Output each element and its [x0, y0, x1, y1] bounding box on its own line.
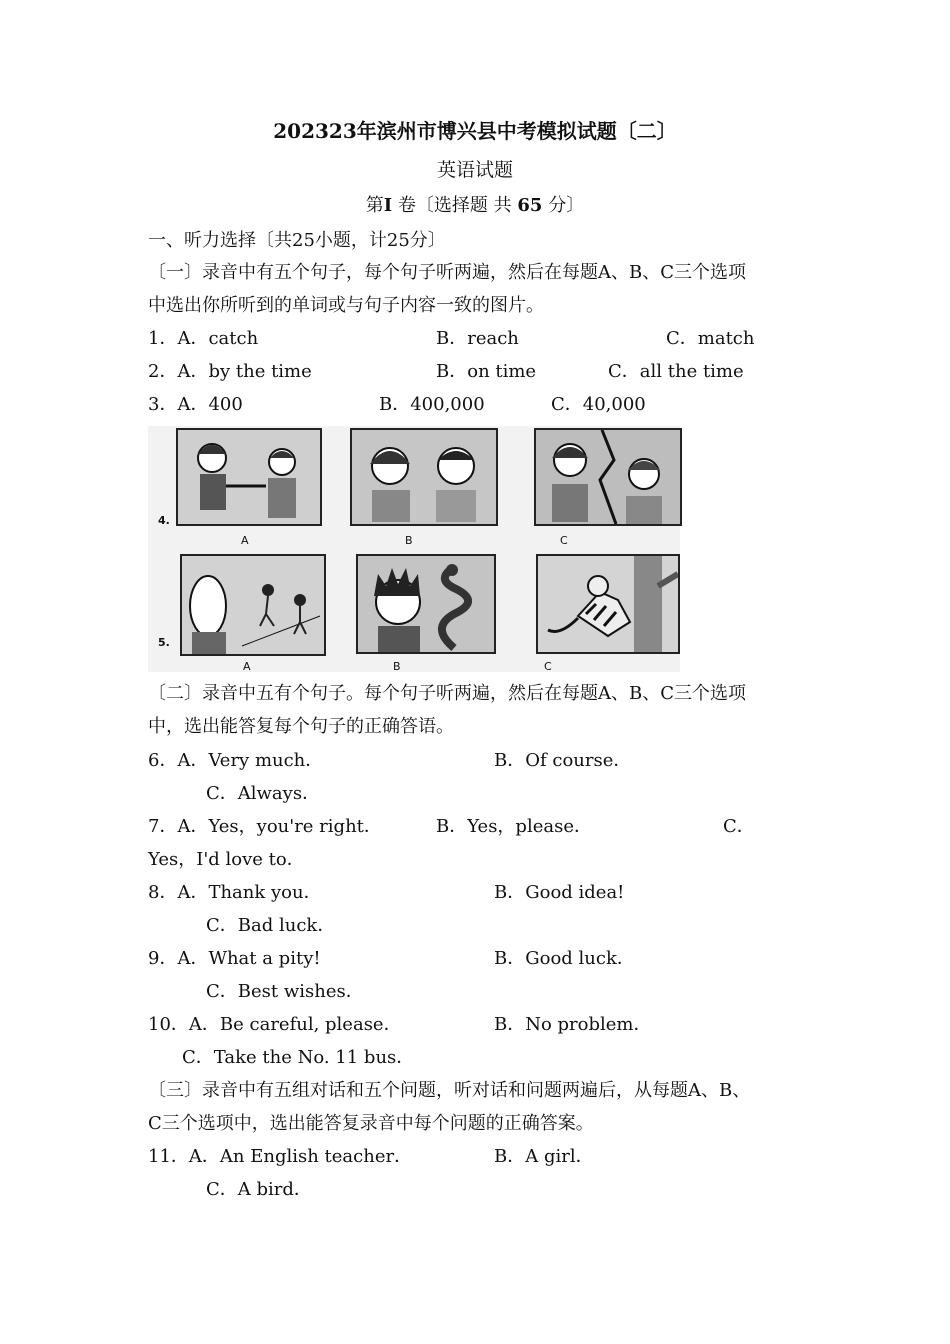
q7-option-b: B．Yes，please． — [436, 816, 592, 837]
section-heading: 一、听力选择〔共25小题，计25分〕 — [148, 230, 446, 251]
q2-option-c: C．all the time — [608, 361, 744, 382]
q9-option-c: C．Best wishes． — [206, 981, 364, 1002]
picture-4b-label: B — [405, 534, 413, 547]
phone-call-image — [536, 430, 680, 524]
picture-5b-label: B — [393, 660, 401, 673]
q8-option-c: C．Bad luck． — [206, 915, 336, 936]
row4-label: 4. — [158, 514, 170, 527]
subject-title: 英语试题 — [436, 159, 513, 181]
picture-5a — [180, 554, 326, 656]
q3-option-c: C．40,000 — [551, 394, 646, 415]
picture-5a-label: A — [243, 660, 251, 673]
q8-option-a: 8．A．Thank you． — [148, 882, 322, 903]
row5-label: 5. — [158, 636, 170, 649]
q7-option-a: 7．A．Yes，you're right． — [148, 816, 382, 837]
q3-option-a: 3．A．400 — [148, 394, 243, 415]
volume-heading: 第I 卷〔选择题 共 65 分〕 — [365, 195, 585, 216]
part2-instruction-line2: 中，选出能答复每个句子的正确答语。 — [148, 716, 454, 737]
picture-5c-label: C — [544, 660, 552, 673]
q6-option-b: B．Of course． — [494, 750, 632, 771]
q1-option-a: 1．A．catch — [148, 328, 259, 349]
q11-option-c: C．A bird． — [206, 1179, 312, 1200]
q2-option-a: 2．A．by the time — [148, 361, 312, 382]
picture-4b — [350, 428, 498, 526]
q8-option-b: B．Good idea! — [494, 882, 625, 903]
playing-football-image — [182, 556, 324, 654]
q6-option-a: 6．A．Very much． — [148, 750, 324, 771]
picture-choices — [148, 426, 680, 672]
q10-option-a: 10．A．Be careful, please． — [148, 1014, 402, 1035]
part2-instruction-line1: 〔二〕录音中五有个句子。每个句子听两遍，然后在每题A、B、C三个选项 — [148, 683, 746, 704]
q10-option-c: C．Take the No. 11 bus． — [182, 1047, 415, 1068]
q10-option-b: B．No problem． — [494, 1014, 652, 1035]
picture-4a-label: A — [241, 534, 249, 547]
q11-option-b: B．A girl． — [494, 1146, 594, 1167]
picture-4c-label: C — [560, 534, 568, 547]
q6-option-c: C．Always． — [206, 783, 321, 804]
q11-option-a: 11．A．An English teacher． — [148, 1146, 413, 1167]
part3-instruction-line1: 〔三〕录音中有五组对话和五个问题，听对话和问题两遍后，从每题A、B、 — [148, 1080, 751, 1101]
part3-instruction-line2: C三个选项中，选出能答复录音中每个问题的正确答案。 — [148, 1113, 594, 1134]
q9-option-b: B．Good luck． — [494, 948, 635, 969]
picture-5b — [356, 554, 496, 654]
snake-scared-boy-image — [358, 556, 494, 652]
q2-option-b: B．on time — [436, 361, 537, 382]
boy-and-girl-image — [352, 430, 496, 524]
part1-instruction-line1: 〔一〕录音中有五个句子，每个句子听两遍，然后在每题A、B、C三个选项 — [148, 262, 746, 283]
picture-4a — [176, 428, 322, 526]
picture-5c — [536, 554, 680, 654]
part1-instruction-line2: 中选出你所听到的单词或与句子内容一致的图片。 — [148, 295, 544, 316]
exam-title: 202323年滨州市博兴县中考模拟试题〔二〕 — [273, 119, 677, 143]
q7-option-c-text: Yes，I'd love to． — [148, 849, 305, 870]
q1-option-c: C．match — [666, 328, 755, 349]
q1-option-b: B．reach — [436, 328, 519, 349]
cat-climbing-tree-image — [538, 556, 678, 652]
two-people-talking-image — [178, 430, 320, 524]
picture-4c — [534, 428, 682, 526]
q7-option-c-label: C． — [723, 816, 755, 837]
q3-option-b: B．400,000 — [379, 394, 485, 415]
q9-option-a: 9．A．What a pity! — [148, 948, 321, 969]
